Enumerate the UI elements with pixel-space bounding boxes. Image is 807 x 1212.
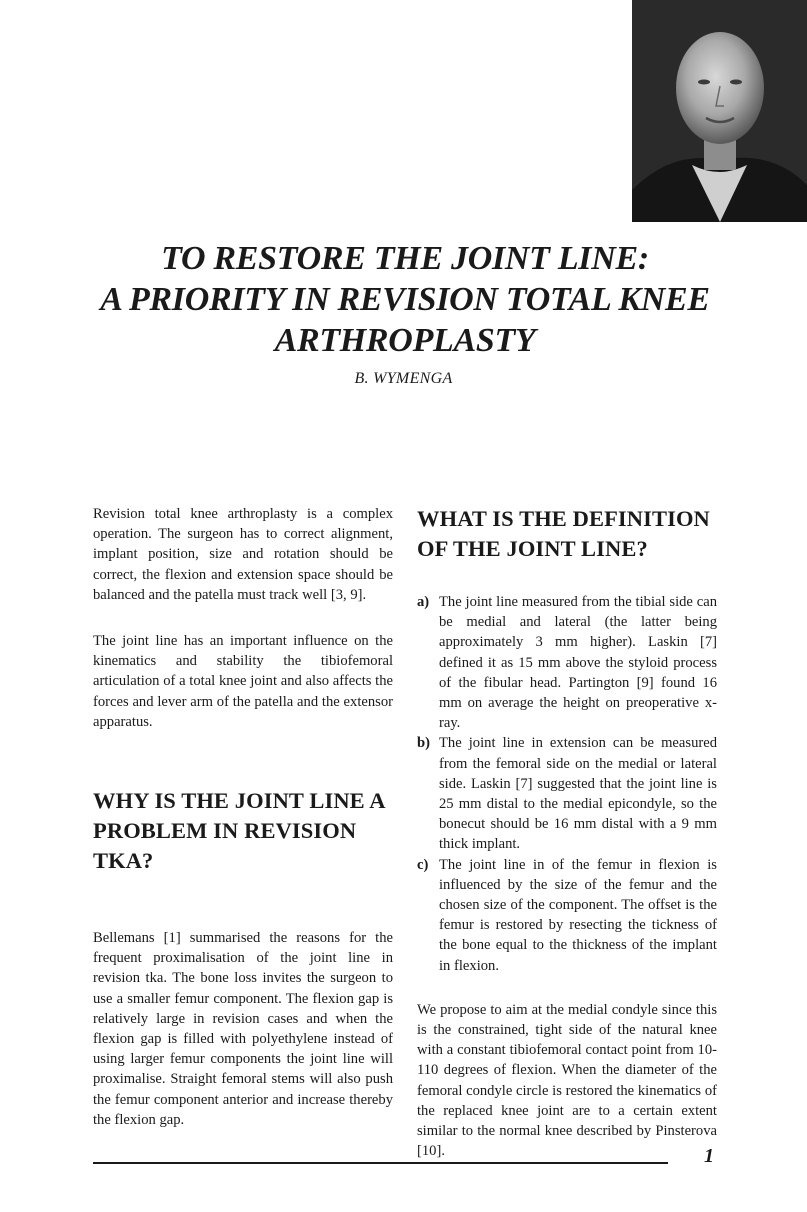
list-marker: a): [417, 594, 430, 610]
left-column: [93, 504, 393, 1130]
author-name: B. WYMENGA: [354, 370, 453, 387]
title-line: ARTHROPLASTY: [274, 322, 536, 359]
article-title: [60, 238, 750, 361]
portrait-illustration: [632, 0, 807, 222]
definition-list: [417, 592, 717, 976]
title-line: TO RESTORE THE JOINT LINE:: [161, 240, 649, 277]
bellemans-paragraph: Bellemans [1] summarised the reasons for the frequent proximalisation of the joint line in revision tka. The bone loss invites the surgeon to use a smaller femur component. The flexion gap is relatively large in revision cases and when the flexion gap is filled with polyethylene instead of using larger femur components the joint line will proximalise. Straight femoral stems will also push the femur component anterior and increase thereby the flexion gap.: [93, 930, 393, 1128]
list-item-text: The joint line in of the femur in flexion is influenced by the size of the femur and the chosen size of the component. The offset is the femur is restored by resecting the tickness of the bone equal to the thickness of the implant in flexion.: [439, 856, 717, 974]
author-photo: [632, 0, 807, 222]
list-item: [417, 733, 717, 854]
section-heading-definition: WHAT IS THE DEFINITION OF THE JOINT LINE?: [417, 506, 710, 561]
list-marker: b): [417, 735, 430, 752]
list-item: [417, 855, 717, 976]
intro-paragraph: Revision total knee arthroplasty is a complex operation. The surgeon has to correct alignment, implant position, size and rotation should be correct, the flexion and extension space should be balanced and the patella must track well [3, 9].: [93, 506, 393, 603]
list-item: [417, 592, 717, 733]
list-item-text: The joint line in extension can be measured from the femoral side on the medial or lateral side. Laskin [7] suggested that the joint line is 25 mm distal to the medial epicondyle, so the bonecut should be 16 mm distal with a 9 mm thick implant.: [439, 735, 717, 853]
footer-rule: [93, 1162, 668, 1164]
joint-line-influence-paragraph: The joint line has an important influence on the kinematics and stability the tibiofemoral articulation of a total knee joint and also affects the forces and lever arm of the patella and the extensor apparatus.: [93, 633, 393, 730]
list-item-text: The joint line measured from the tibial side can be medial and lateral (the latter being approximately 3 mm higher). Laskin [7] defined it as 15 mm above the styloid process of the fibular head. Partington [9] found 16 mm on average the height on preoperative x-ray.: [439, 594, 717, 732]
page-number: 1: [704, 1145, 714, 1167]
title-line: A PRIORITY IN REVISION TOTAL KNEE: [100, 281, 710, 318]
medial-condyle-paragraph: We propose to aim at the medial condyle since this is the constrained, tight side of the natural knee with a constant tibiofemoral contact point from 10-110 degrees of flexion. When the diameter of the femoral condyle circle is restored the kinematics of the replaced knee joint are to a certain extent similar to the normal knee described by Pinsterova [10].: [417, 1001, 717, 1160]
right-column: [417, 504, 717, 1161]
section-heading-why: WHY IS THE JOINT LINE A PROBLEM IN REVISION TKA?: [93, 788, 385, 874]
list-marker: c): [417, 856, 429, 873]
